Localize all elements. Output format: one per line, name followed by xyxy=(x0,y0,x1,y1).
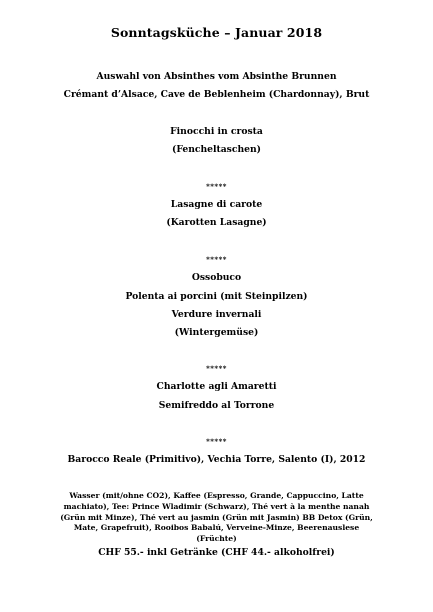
course2-translation: (Karotten Lasagne) xyxy=(166,217,267,228)
aperitif-line-1: Auswahl von Absinthes vom Absinthe Brunnen xyxy=(96,71,337,82)
course2-dish: Lasagne di carote xyxy=(170,199,263,210)
course1-dish: Finocchi in crosta xyxy=(170,126,263,137)
separator: ***** xyxy=(206,364,227,373)
course4-dish-2: Semifreddo al Torrone xyxy=(158,400,275,411)
course3-dish-3: Verdure invernali xyxy=(171,309,262,320)
course3-translation: (Wintergemüse) xyxy=(174,327,259,338)
course3-dish-1: Ossobuco xyxy=(191,272,242,283)
aperitif-line-2: Crémant d’Alsace, Cave de Beblenheim (Chardonnay), Brut xyxy=(63,89,370,100)
course3-dish-2: Polenta ai porcini (mit Steinpilzen) xyxy=(125,291,308,302)
separator: ***** xyxy=(206,437,227,446)
price-line: CHF 55.- inkl Getränke (CHF 44.- alkoholfrei) xyxy=(98,547,335,558)
wine-line: Barocco Reale (Primitivo), Vechia Torre, Salento (I), 2012 xyxy=(67,454,366,465)
separator: ***** xyxy=(206,255,227,264)
drinks-paragraph: Wasser (mit/ohne CO2), Kaffee (Espresso, Grande, Cappuccino, Latte machiato), Tee: Prince Wladimir (Schwarz), Thé vert à la menthe nanah (Grün mit Minze), Thé vert au jasmin (Grün mit Jasmin) BB Detox (Grün, Mate, Grapefruit), Rooibos Babalú, Verveine-Minze, Beerenauslese (Früchte) xyxy=(60,491,373,544)
course1-translation: (Fencheltaschen) xyxy=(171,144,262,155)
separator: ***** xyxy=(206,182,227,191)
course4-dish-1: Charlotte agli Amaretti xyxy=(156,381,277,392)
menu-title: Sonntagsküche – Januar 2018 xyxy=(110,25,323,40)
